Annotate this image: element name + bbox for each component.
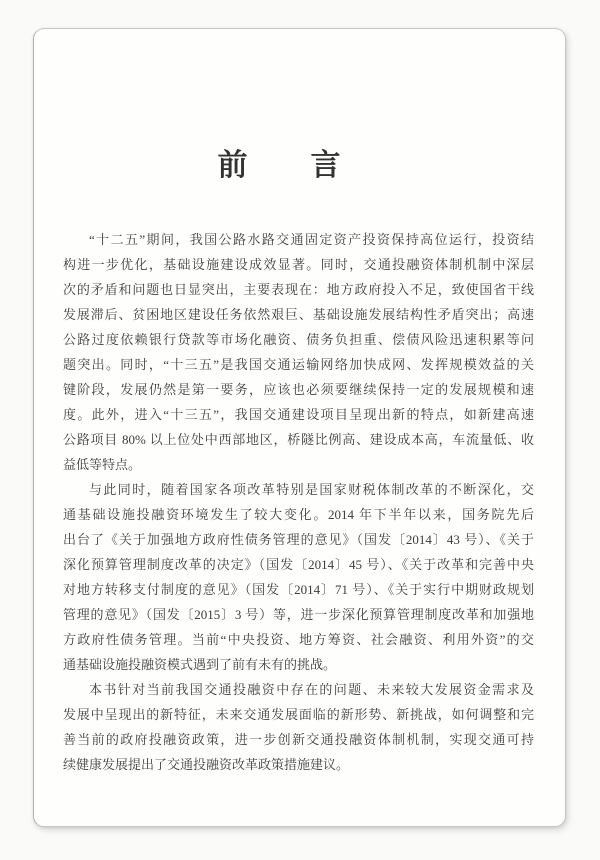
book-page (33, 28, 566, 827)
page-title: 前 言 (217, 149, 342, 182)
text-line: 本书针对当前我国交通投融资中存在的问题、未来较大发展资金需求及 (89, 682, 534, 697)
text-line: 题突出。同时，“十三五”是我国交通运输网络加快成网、发挥规模效益的关 (63, 357, 534, 372)
text-line: 通基础设施投融资环境发生了较大变化。2014 年下半年以来，国务院先后 (63, 507, 534, 522)
text-line: 与此同时，随着国家各项改革特别是国家财税体制改革的不断深化，交 (89, 482, 534, 497)
text-line: 续健康发展提出了交通投融资改革政策措施建议。 (63, 757, 350, 772)
text-line: 通基础设施投融资模式遇到了前有未有的挑战。 (63, 657, 337, 672)
text-line: 益低等特点。 (63, 457, 142, 472)
text-line: 管理的意见》（国发〔2015〕3 号）等，进一步深化预算管理制度改革和加强地 (63, 607, 534, 622)
text-line: 公路项目 80% 以上位处中西部地区，桥隧比例高、建设成本高，车流量低、收 (63, 432, 534, 447)
text-line: 构进一步优化，基础设施建设成效显著。同时，交通投融资体制机制中深层 (63, 257, 534, 272)
text-line: 方政府性债务管理。当前“中央投资、地方筹资、社会融资、利用外资”的交 (63, 632, 534, 647)
text-line: 度。此外，进入“十三五”，我国交通建设项目呈现出新的特点，如新建高速 (63, 407, 534, 422)
text-line: 发展滞后、贫困地区建设任务依然艰巨、基础设施发展结构性矛盾突出；高速 (63, 307, 534, 322)
text-line: 对地方转移支付制度的意见》（国发〔2014〕71 号）、《关于实行中期财政规划 (63, 582, 534, 597)
paragraph-1 (63, 227, 534, 477)
text-line: 出台了《关于加强地方政府性债务管理的意见》（国发〔2014〕43 号）、《关于 (63, 532, 534, 547)
paragraph-2 (63, 477, 534, 677)
preface-body (63, 227, 534, 777)
text-line: 发展中呈现出的新特征，未来交通发展面临的新形势、新挑战，如何调整和完 (63, 707, 534, 722)
text-line: 次的矛盾和问题也日显突出，主要表现在：地方政府投入不足，致使国省干线 (63, 282, 534, 297)
text-line: 公路过度依赖银行贷款等市场化融资、债务负担重、偿债风险迅速积累等问 (63, 332, 534, 347)
text-line: 善当前的政府投融资政策，进一步创新交通投融资体制机制，实现交通可持 (63, 732, 534, 747)
text-line: 深化预算管理制度改革的决定》（国发〔2014〕45 号）、《关于改革和完善中央 (63, 557, 534, 572)
text-line: 键阶段，发展仍然是第一要务，应该也必须要继续保持一定的发展规模和速 (63, 382, 534, 397)
paragraph-3 (63, 677, 534, 777)
text-line: “十二五”期间，我国公路水路交通固定资产投资保持高位运行，投资结 (89, 232, 534, 247)
